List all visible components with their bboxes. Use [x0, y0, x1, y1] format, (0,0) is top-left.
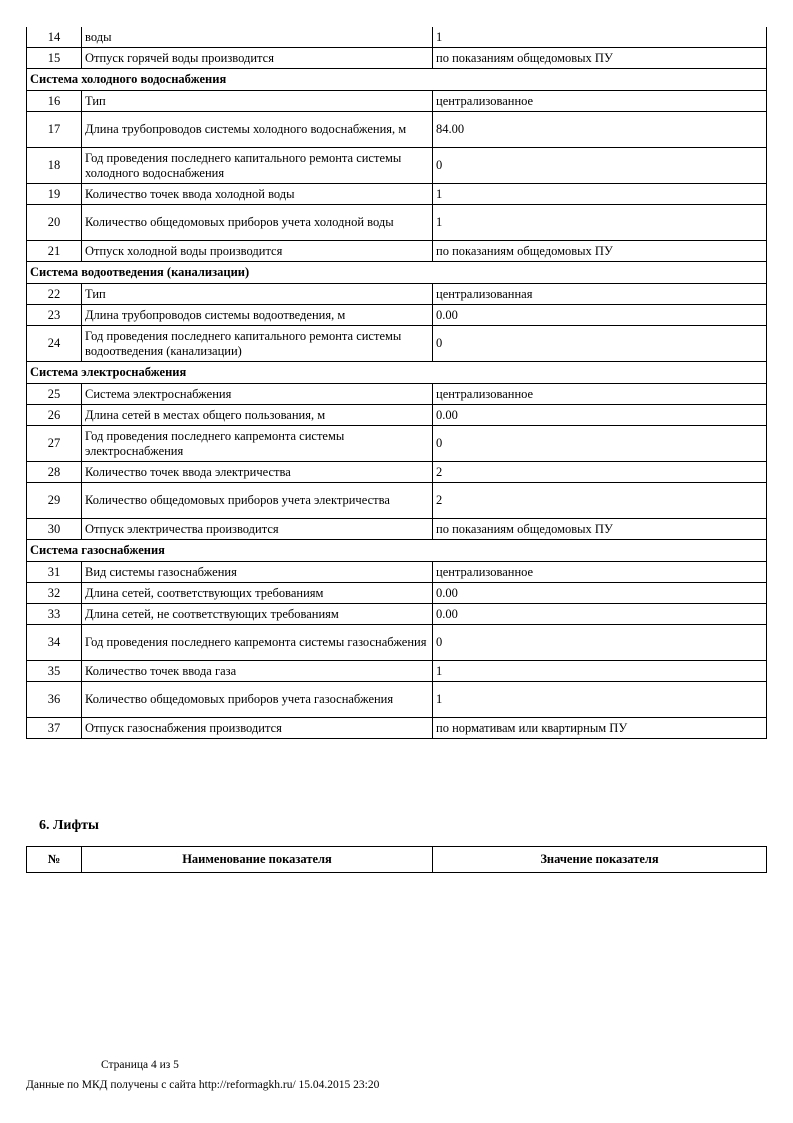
row-number: 27	[27, 426, 82, 462]
row-number: 21	[27, 241, 82, 262]
table-row	[27, 562, 767, 583]
elevators-table-header	[27, 847, 767, 873]
indicator-name: Количество общедомовых приборов учета газоснабжения	[82, 682, 433, 718]
indicator-name: Количество точек ввода газа	[82, 661, 433, 682]
table-row	[27, 205, 767, 241]
data-source-note: Данные по МКД получены с сайта http://reformagkh.ru/ 15.04.2015 23:20	[26, 1079, 380, 1091]
indicator-value: 0	[433, 148, 767, 184]
row-number: 31	[27, 562, 82, 583]
table-row	[27, 661, 767, 682]
indicator-name: Длина сетей, не соответствующих требованиям	[82, 604, 433, 625]
row-number: 17	[27, 112, 82, 148]
indicator-name: Отпуск электричества производится	[82, 519, 433, 540]
indicator-value: 1	[433, 205, 767, 241]
indicator-name: Количество общедомовых приборов учета электричества	[82, 483, 433, 519]
table-row	[27, 625, 767, 661]
row-number: 23	[27, 305, 82, 326]
table-row	[27, 583, 767, 604]
indicator-value: по показаниям общедомовых ПУ	[433, 519, 767, 540]
header-number: №	[27, 847, 82, 873]
table-row	[27, 384, 767, 405]
table-row	[27, 27, 767, 48]
page-number: Страница 4 из 5	[101, 1059, 179, 1071]
table-row	[27, 718, 767, 739]
utilities-table-body	[27, 27, 767, 739]
indicator-value: централизованное	[433, 562, 767, 583]
table-row	[27, 519, 767, 540]
section-title: Система водоотведения (канализации)	[27, 262, 767, 284]
section-header-row	[27, 262, 767, 284]
indicator-name: Вид системы газоснабжения	[82, 562, 433, 583]
table-row	[27, 405, 767, 426]
section-heading-elevators: 6. Лифты	[39, 818, 99, 833]
table-row	[27, 48, 767, 69]
indicator-name: Год проведения последнего капитального ремонта системы холодного водоснабжения	[82, 148, 433, 184]
row-number: 19	[27, 184, 82, 205]
indicator-value: 1	[433, 27, 767, 48]
indicator-value: 0	[433, 426, 767, 462]
table-row	[27, 326, 767, 362]
indicator-value: 1	[433, 661, 767, 682]
table-row	[27, 682, 767, 718]
indicator-value: централизованное	[433, 91, 767, 112]
row-number: 32	[27, 583, 82, 604]
indicator-value: по показаниям общедомовых ПУ	[433, 48, 767, 69]
indicator-name: Отпуск холодной воды производится	[82, 241, 433, 262]
indicator-value: 0	[433, 326, 767, 362]
indicator-name: Длина трубопроводов системы водоотведения, м	[82, 305, 433, 326]
indicator-name: Год проведения последнего капремонта системы газоснабжения	[82, 625, 433, 661]
section-header-row	[27, 69, 767, 91]
row-number: 28	[27, 462, 82, 483]
row-number: 37	[27, 718, 82, 739]
section-title: Система газоснабжения	[27, 540, 767, 562]
section-header-row	[27, 362, 767, 384]
row-number: 29	[27, 483, 82, 519]
indicator-name: Год проведения последнего капремонта системы электроснабжения	[82, 426, 433, 462]
row-number: 18	[27, 148, 82, 184]
indicator-value: 1	[433, 184, 767, 205]
row-number: 24	[27, 326, 82, 362]
row-number: 34	[27, 625, 82, 661]
row-number: 26	[27, 405, 82, 426]
elevators-table	[26, 846, 767, 873]
table-row	[27, 241, 767, 262]
row-number: 25	[27, 384, 82, 405]
indicator-name: Отпуск горячей воды производится	[82, 48, 433, 69]
indicator-value: централизованное	[433, 384, 767, 405]
indicator-value: 0.00	[433, 583, 767, 604]
table-row	[27, 184, 767, 205]
indicator-value: 0.00	[433, 305, 767, 326]
row-number: 30	[27, 519, 82, 540]
indicator-name: Отпуск газоснабжения производится	[82, 718, 433, 739]
table-row	[27, 148, 767, 184]
indicator-name: Длина сетей в местах общего пользования, м	[82, 405, 433, 426]
section-title: Система холодного водоснабжения	[27, 69, 767, 91]
indicator-value: 2	[433, 483, 767, 519]
row-number: 22	[27, 284, 82, 305]
row-number: 15	[27, 48, 82, 69]
indicator-name: Количество точек ввода холодной воды	[82, 184, 433, 205]
indicator-name: Тип	[82, 91, 433, 112]
indicator-value: централизованная	[433, 284, 767, 305]
indicator-name: Длина сетей, соответствующих требованиям	[82, 583, 433, 604]
indicator-name: Количество точек ввода электричества	[82, 462, 433, 483]
row-number: 14	[27, 27, 82, 48]
utilities-table	[26, 27, 767, 739]
row-number: 35	[27, 661, 82, 682]
indicator-value: 0.00	[433, 405, 767, 426]
indicator-value: по показаниям общедомовых ПУ	[433, 241, 767, 262]
indicator-value: по нормативам или квартирным ПУ	[433, 718, 767, 739]
row-number: 20	[27, 205, 82, 241]
table-row	[27, 305, 767, 326]
indicator-value: 84.00	[433, 112, 767, 148]
indicator-name: Тип	[82, 284, 433, 305]
header-indicator-name: Наименование показателя	[82, 847, 433, 873]
indicator-name: Длина трубопроводов системы холодного водоснабжения, м	[82, 112, 433, 148]
indicator-name: Год проведения последнего капитального ремонта системы водоотведения (канализации)	[82, 326, 433, 362]
indicator-value: 0	[433, 625, 767, 661]
section-title: Система электроснабжения	[27, 362, 767, 384]
table-row	[27, 112, 767, 148]
table-row	[27, 91, 767, 112]
row-number: 36	[27, 682, 82, 718]
indicator-value: 0.00	[433, 604, 767, 625]
row-number: 33	[27, 604, 82, 625]
indicator-name: Количество общедомовых приборов учета холодной воды	[82, 205, 433, 241]
table-row	[27, 284, 767, 305]
header-indicator-value: Значение показателя	[433, 847, 767, 873]
table-row	[27, 426, 767, 462]
indicator-name: Система электроснабжения	[82, 384, 433, 405]
row-number: 16	[27, 91, 82, 112]
indicator-value: 2	[433, 462, 767, 483]
table-row	[27, 483, 767, 519]
indicator-name: воды	[82, 27, 433, 48]
table-row	[27, 604, 767, 625]
indicator-value: 1	[433, 682, 767, 718]
section-header-row	[27, 540, 767, 562]
table-row	[27, 462, 767, 483]
